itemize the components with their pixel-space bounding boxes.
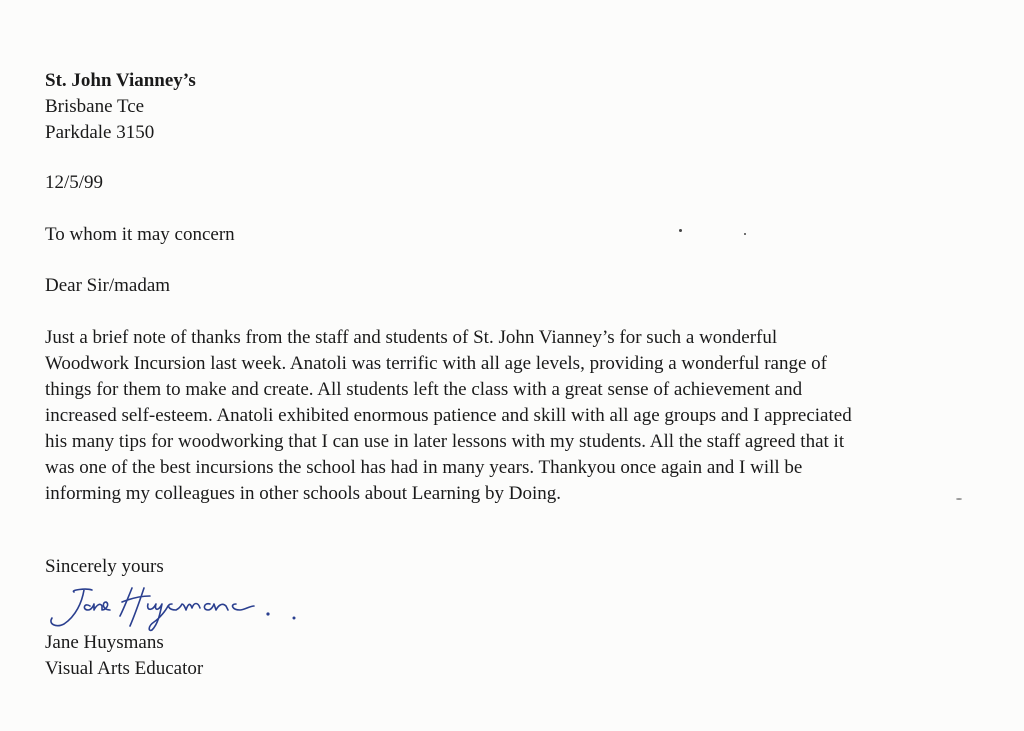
body-line: informing my colleagues in other schools about Learning by Doing.: [45, 483, 562, 504]
paper-speck: [679, 229, 682, 232]
body-line: Woodwork Incursion last week. Anatoli was terrific with all age levels, providing a wonderful range of: [45, 353, 827, 374]
letter-body: [45, 325, 1005, 507]
body-line: was one of the best incursions the school has had in many years. Thankyou once again and I will be: [45, 457, 803, 478]
signer-block: [45, 630, 203, 682]
paper-speck: [956, 498, 962, 500]
signer-name: Jane Huysmans: [45, 632, 164, 653]
sender-address-line1: Brisbane Tce: [45, 96, 145, 117]
salutation: Dear Sir/madam: [45, 275, 171, 296]
body-line: things for them to make and create. All students left the class with a great sense of achievement and: [45, 379, 803, 400]
body-line: increased self-esteem. Anatoli exhibited enormous patience and skill with all age groups and I appreciated: [45, 405, 852, 426]
letter-date: 12/5/99: [45, 172, 104, 193]
handwritten-signature: [40, 580, 310, 632]
signer-title: Visual Arts Educator: [45, 658, 204, 679]
sender-name: St. John Vianney’s: [45, 70, 196, 91]
sender-address: [45, 68, 196, 146]
salutation-general: To whom it may concern: [45, 224, 235, 245]
paper-speck: [744, 233, 746, 235]
body-line: Just a brief note of thanks from the staff and students of St. John Vianney’s for such a wonderful: [45, 327, 778, 348]
closing: Sincerely yours: [45, 556, 164, 577]
sender-address-line2: Parkdale 3150: [45, 122, 155, 143]
body-line: his many tips for woodworking that I can use in later lessons with my students. All the staff agreed that it: [45, 431, 845, 452]
